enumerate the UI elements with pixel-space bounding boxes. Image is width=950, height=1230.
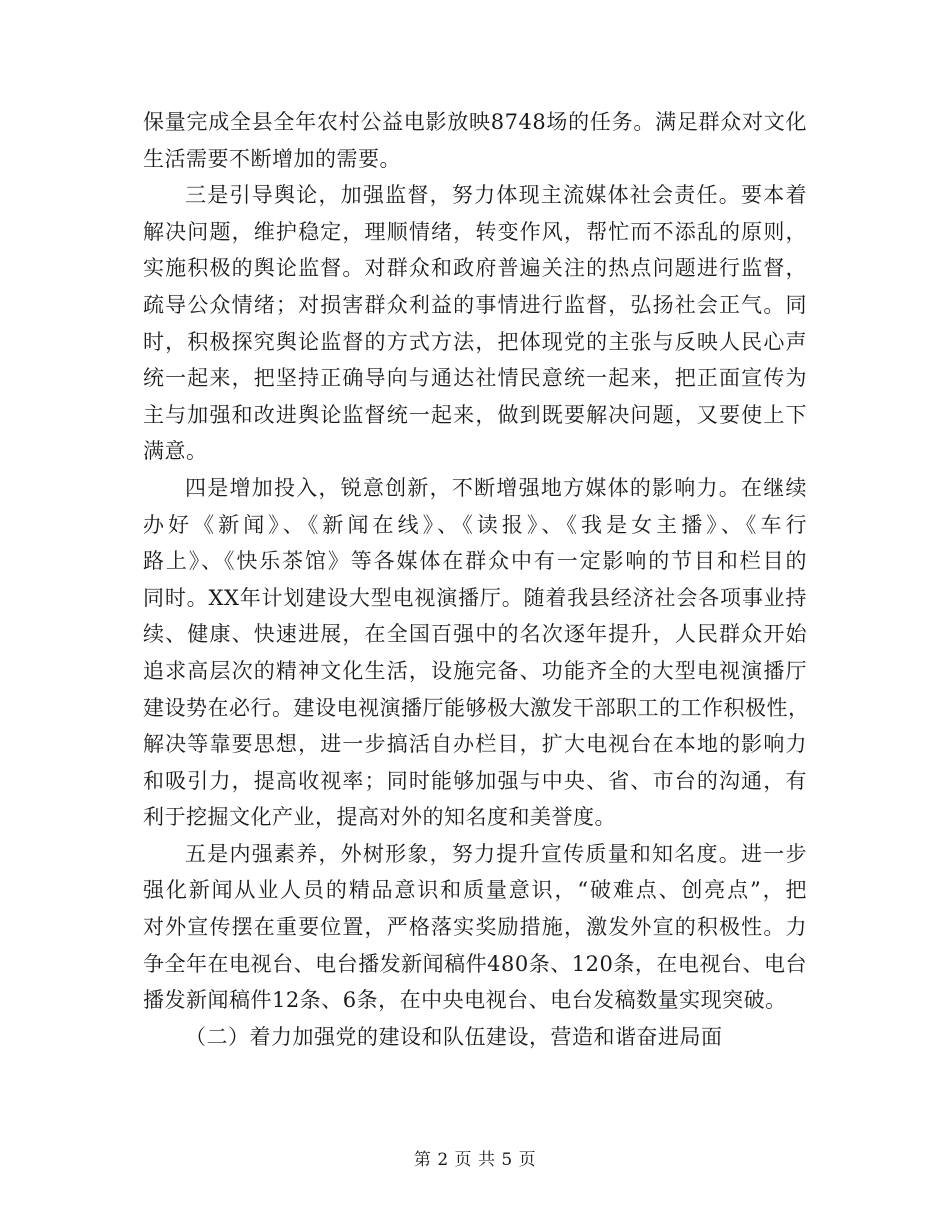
page-footer: 第 2 页 共 5 页 bbox=[413, 1150, 537, 1170]
text-line: 和吸引力，提高收视率；同时能够加强与中央、省、市台的沟通，有 bbox=[143, 768, 807, 793]
text-line: 解决问题，维护稳定，理顺情绪，转变作风，帮忙而不添乱的原则， bbox=[143, 219, 807, 244]
text-line: 播发新闻稿件12条、6条，在中央电视台、电台发稿数量实现突破。 bbox=[143, 988, 787, 1013]
text-line: 建设势在必行。建设电视演播厅能够极大激发干部职工的工作积极性， bbox=[143, 695, 810, 720]
text-line: 五是内强素养，外树形象，努力提升宣传质量和知名度。进一步 bbox=[185, 841, 807, 866]
text-line: 解决等靠要思想，进一步搞活自办栏目，扩大电视台在本地的影响力 bbox=[143, 732, 807, 757]
text-line: 强化新闻从业人员的精品意识和质量意识，“破难点、创亮点”，把 bbox=[143, 878, 807, 903]
text-line: 对外宣传摆在重要位置，严格落实奖励措施，激发外宣的积极性。力 bbox=[143, 915, 807, 940]
text-line: 三是引导舆论，加强监督，努力体现主流媒体社会责任。要本着 bbox=[185, 183, 807, 208]
text-line: 满意。 bbox=[143, 439, 208, 464]
text-line: 办好《新闻》、《新闻在线》、《读报》、《我是女主播》、《车行 bbox=[143, 512, 807, 537]
text-line: 统一起来，把坚持正确导向与通达社情民意统一起来，把正面宣传为 bbox=[143, 366, 807, 391]
text-line: 生活需要不断增加的需要。 bbox=[143, 146, 401, 171]
text-line: 实施积极的舆论监督。对群众和政府普遍关注的热点问题进行监督， bbox=[143, 256, 807, 281]
text-line: 疏导公众情绪；对损害群众利益的事情进行监督，弘扬社会正气。同 bbox=[143, 292, 807, 317]
text-line: 四是增加投入，锐意创新，不断增强地方媒体的影响力。在继续 bbox=[185, 475, 807, 500]
text-line: 保量完成全县全年农村公益电影放映8748场的任务。满足群众对文化 bbox=[143, 110, 807, 134]
text-line: 主与加强和改进舆论监督统一起来，做到既要解决问题，又要使上下 bbox=[143, 402, 807, 427]
text-line: 同时。XX年计划建设大型电视演播厅。随着我县经济社会各项事业持 bbox=[143, 585, 807, 610]
text-line: 利于挖掘文化产业，提高对外的知名度和美誉度。 bbox=[143, 805, 616, 830]
document-body bbox=[143, 104, 810, 1055]
text-line: 追求高层次的精神文化生活，设施完备、功能齐全的大型电视演播厅 bbox=[143, 658, 807, 683]
text-line: 争全年在电视台、电台播发新闻稿件480条、120条，在电视台、电台 bbox=[143, 951, 807, 976]
text-line: 时，积极探究舆论监督的方式方法，把体现党的主张与反映人民心声 bbox=[143, 329, 807, 354]
text-line: 路上》、《快乐茶馆》等各媒体在群众中有一定影响的节目和栏目的 bbox=[143, 549, 807, 574]
text-line: （二）着力加强党的建设和队伍建设，营造和谐奋进局面 bbox=[185, 1024, 723, 1049]
text-line: 续、健康、快速进展，在全国百强中的名次逐年提升，人民群众开始 bbox=[143, 622, 807, 647]
